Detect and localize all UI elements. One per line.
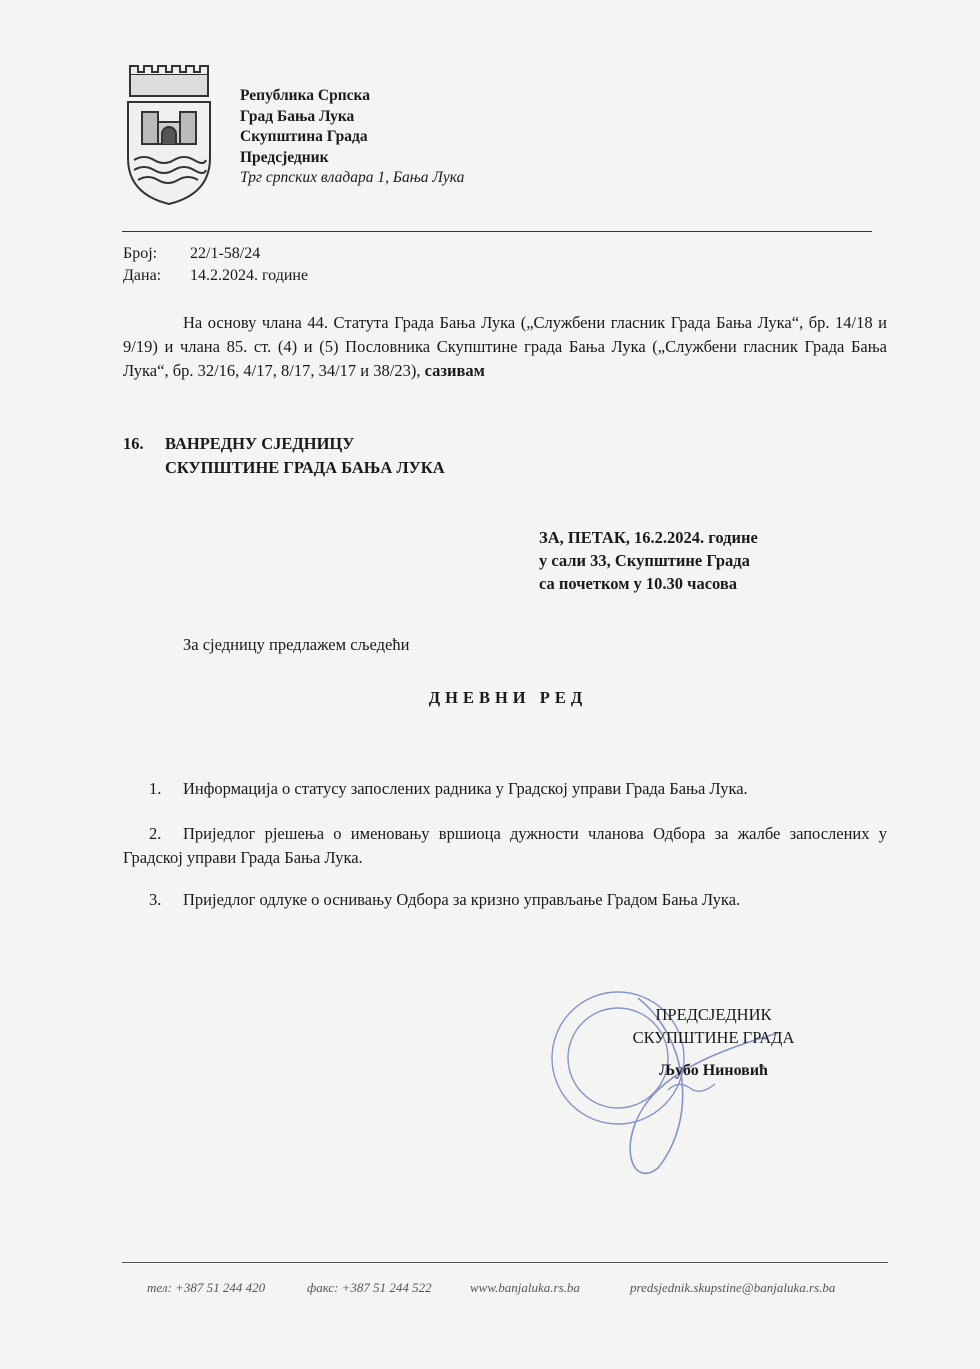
signature-title-line2: СКУПШТИНЕ ГРАДА [632, 1028, 795, 1047]
letterhead-president: Предсједник [240, 148, 329, 166]
date-value: 14.2.2024. године [190, 267, 309, 284]
footer-phone: тел: +387 51 244 420 [147, 1280, 266, 1295]
propose-text: За сједницу предлажем сљедећи [183, 635, 410, 654]
number-value: 22/1-58/24 [190, 245, 261, 262]
agenda-item-number: 1. [149, 779, 162, 798]
agenda-item [149, 888, 740, 912]
signatory-name: Љубо Ниновић [659, 1062, 768, 1079]
session-number: 16. [123, 434, 144, 453]
schedule-time: са почетком у 10.30 часова [539, 574, 738, 593]
reference-block [123, 243, 308, 287]
signature-block [606, 1003, 821, 1082]
letterhead-address: Трг српских владара 1, Бања Лука [240, 169, 465, 186]
agenda-heading: ДНЕВНИ РЕД [428, 688, 588, 707]
intro-convene: сазивам [424, 361, 485, 380]
agenda-item-text: Приједлог рјешења о именовању вршиоца дужности чланова Одбора за жалбе запослених у Градској управи Града Бања Лука. [123, 824, 887, 867]
letterhead-assembly: Скупштина Града [240, 128, 368, 145]
session-title-line1: ВАНРЕДНУ СЈЕДНИЦУ [165, 434, 355, 453]
agenda-item [123, 822, 887, 870]
session-schedule [539, 526, 758, 595]
schedule-room: у сали 33, Скупштине Града [539, 551, 750, 570]
agenda-item [149, 777, 748, 801]
footer-fax: факс: +387 51 244 522 [307, 1280, 432, 1295]
agenda-item-text: Информација о статусу запослених радника у Градској управи Града Бања Лука. [183, 779, 748, 798]
footer-divider [122, 1262, 888, 1263]
session-title [123, 432, 445, 479]
letterhead-republic: Република Српска [240, 87, 371, 104]
footer-website: www.banjaluka.rs.ba [470, 1280, 580, 1295]
date-label: Дана: [123, 267, 162, 284]
agenda-item-number: 2. [149, 824, 162, 843]
signature-title-line1: ПРЕДСЈЕДНИК [655, 1005, 772, 1024]
session-title-line2: СКУПШТИНЕ ГРАДА БАЊА ЛУКА [165, 457, 445, 477]
city-coat-of-arms [122, 62, 216, 208]
letterhead-city: Град Бања Лука [240, 107, 355, 125]
agenda-item-number: 3. [149, 890, 162, 909]
number-label: Број: [123, 245, 158, 262]
agenda-item-text: Приједлог одлуке о оснивању Одбора за кризно управљање Градом Бања Лука. [183, 890, 741, 909]
intro-paragraph [123, 311, 887, 383]
header-divider [122, 231, 872, 232]
footer-email: predsjednik.skupstine@banjaluka.rs.ba [630, 1280, 836, 1295]
intro-text: На основу члана 44. Статута Града Бања Лука („Службени гласник Града Бања Лука“, бр. 14/18 и 9/19) и члана 85. ст. (4) и (5) Пословника Скупштине града Бања Лука („Службени гласник Града Бања Лука“, бр. 32/16, 4/17, 8/17, 34/17 и 38/23), [123, 313, 887, 380]
schedule-date: ЗА, ПЕТАК, 16.2.2024. године [539, 528, 758, 547]
letterhead [240, 86, 464, 189]
